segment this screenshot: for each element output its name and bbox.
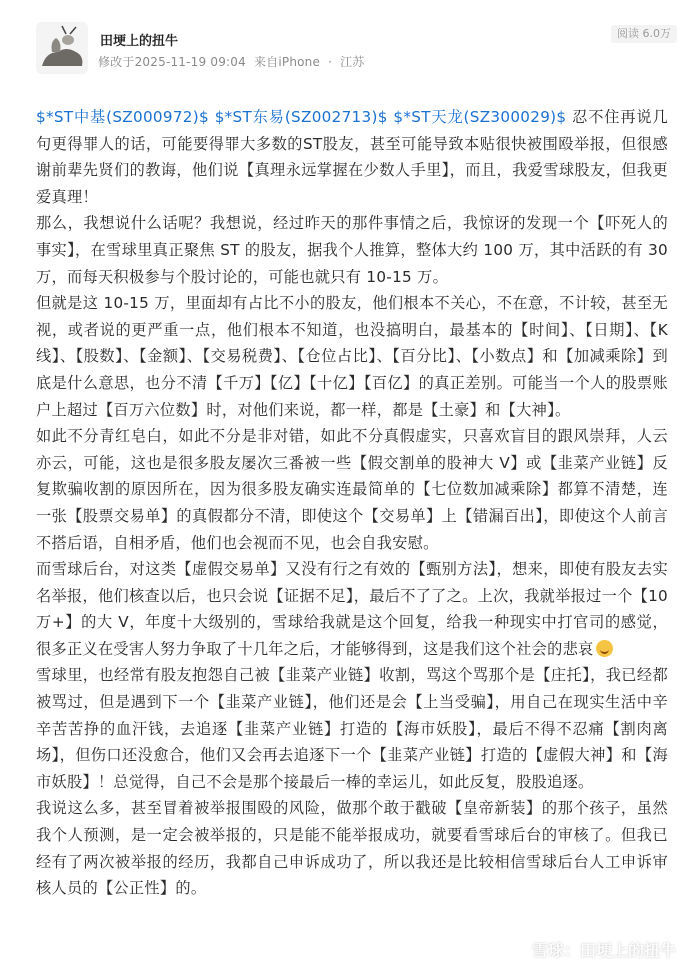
crying-laughing-emoji-icon bbox=[596, 640, 613, 657]
location: 江苏 bbox=[340, 55, 365, 69]
stock-tag-1[interactable]: $*ST中基(SZ000972)$ bbox=[36, 108, 209, 126]
paragraph-3: 但就是这 10-15 万，里面却有占比不小的股友，他们根本不关心，不在意，不计较，甚至无视，或者说的更严重一点，他们根本不知道，也没搞明白，最基本的【时间】、【日期】、【K线】、【股数】、【金额】、【交易税费】、【仓位占比】、【百分比】、【小数点】和【加减乘除】到底是什么意思，也分不清【千万】【亿】【十亿】【百亿】的真正差别。可能当一个人的股票账户上超过【百万六位数】时，对他们来说，都一样，都是【土豪】和【大神】。 bbox=[36, 294, 668, 419]
paragraph-7: 我说这么多，甚至冒着被举报围殴的风险，做那个敢于戳破【皇帝新装】的那个孩子，虽然我个人预测，是一定会被举报的，只是能不能举报成功，就要看雪球后台的审核了。但我已经有了两次被举报的经历，我都自己申诉成功了，所以我还是比较相信雪球后台人工申诉审核人员的【公正性】的。 bbox=[36, 799, 668, 898]
watermark bbox=[507, 938, 676, 961]
paragraph-1-text: 忍不住再说几句更得罪人的话，可能要得罪大多数的ST股友，甚至可能导致本贴很快被围殴举报，但很感谢前辈先贤们的教诲，他们说【真理永远掌握在少数人手里】，而且，我爱雪球股友，但我更爱真理！ bbox=[36, 108, 668, 206]
paragraph-5 bbox=[36, 556, 668, 662]
paragraph-6: 雪球里，也经常有股友抱怨自己被【韭菜产业链】收割，骂这个骂那个是【庄托】，我已经都被骂过，但是遇到下一个【韭菜产业链】，他们还是会【上当受骗】，用自己在现实生活中辛辛苦苦挣的血汗钱，去追逐【韭菜产业链】打造的【海市妖股】，最后不得不忍痛【割肉离场】，但伤口还没愈合，他们又会再去追逐下一个【韭菜产业链】打造的【虚假大神】和【海市妖股】！总觉得，自己不会是那个接最后一棒的幸运儿，如此反复，股股追逐。 bbox=[36, 666, 668, 791]
paragraph-1 bbox=[36, 104, 668, 210]
author-name[interactable]: 田埂上的扭牛 bbox=[100, 34, 179, 49]
post-header bbox=[0, 0, 700, 90]
stock-tag-3[interactable]: $*ST天龙(SZ300029)$ bbox=[393, 108, 567, 126]
device-source: 来自iPhone bbox=[253, 55, 321, 69]
paragraph-5-text: 而雪球后台，对这类【虚假交易单】又没有行之有效的【甄别方法】，想来，即使有股友去实名举报，他们核查以后，也只会说【证据不足】，最后不了了之。上次，我就举报过一个【10 万+】的大 V，年度十大级别的，雪球给我就是这个回复，给我一种现实中打官司的感觉，很多正义在受害人努力争取了十几年之后，才能够得到，这是我们这个社会的悲哀 bbox=[36, 560, 668, 658]
meta-separator: · bbox=[328, 55, 333, 69]
post-body bbox=[36, 104, 668, 902]
paragraph-4: 如此不分青红皂白，如此不分是非对错，如此不分真假虚实，只喜欢盲目的跟风崇拜，人云亦云，可能，这也是很多股友屡次三番被一些【假交割单的股神大 V】或【韭菜产业链】反复欺骗收割的原因所在，因为很多股友确实连最简单的【七位数加减乘除】都算不清楚，连一张【股票交易单】的真假都分不清，即使这个【交易单】上【错漏百出】，即使这个人前言不搭后语，自相矛盾，他们也会视而不见，也会自我安慰。 bbox=[36, 427, 668, 552]
snowball-logo-icon bbox=[507, 940, 527, 960]
author-avatar[interactable] bbox=[36, 22, 88, 74]
watermark-text: 雪球：田埂上的扭牛 bbox=[531, 941, 676, 960]
post-meta bbox=[98, 53, 369, 70]
stock-tag-2[interactable]: $*ST东易(SZ002713)$ bbox=[214, 108, 388, 126]
avatar-image bbox=[36, 22, 88, 74]
view-count-badge: 阅读 6.0万 bbox=[611, 25, 677, 43]
paragraph-2: 那么，我想说什么话呢？我想说，经过昨天的那件事情之后，我惊讶的发现一个【吓死人的事实】，在雪球里真正聚焦 ST 的股友，据我个人推算，整体大约 100 万，其中活跃的有 30 万，而每天积极参与个股讨论的，可能也就只有 10-15 万。 bbox=[36, 214, 668, 286]
modified-time: 修改于2025-11-19 09:04 bbox=[98, 55, 246, 69]
